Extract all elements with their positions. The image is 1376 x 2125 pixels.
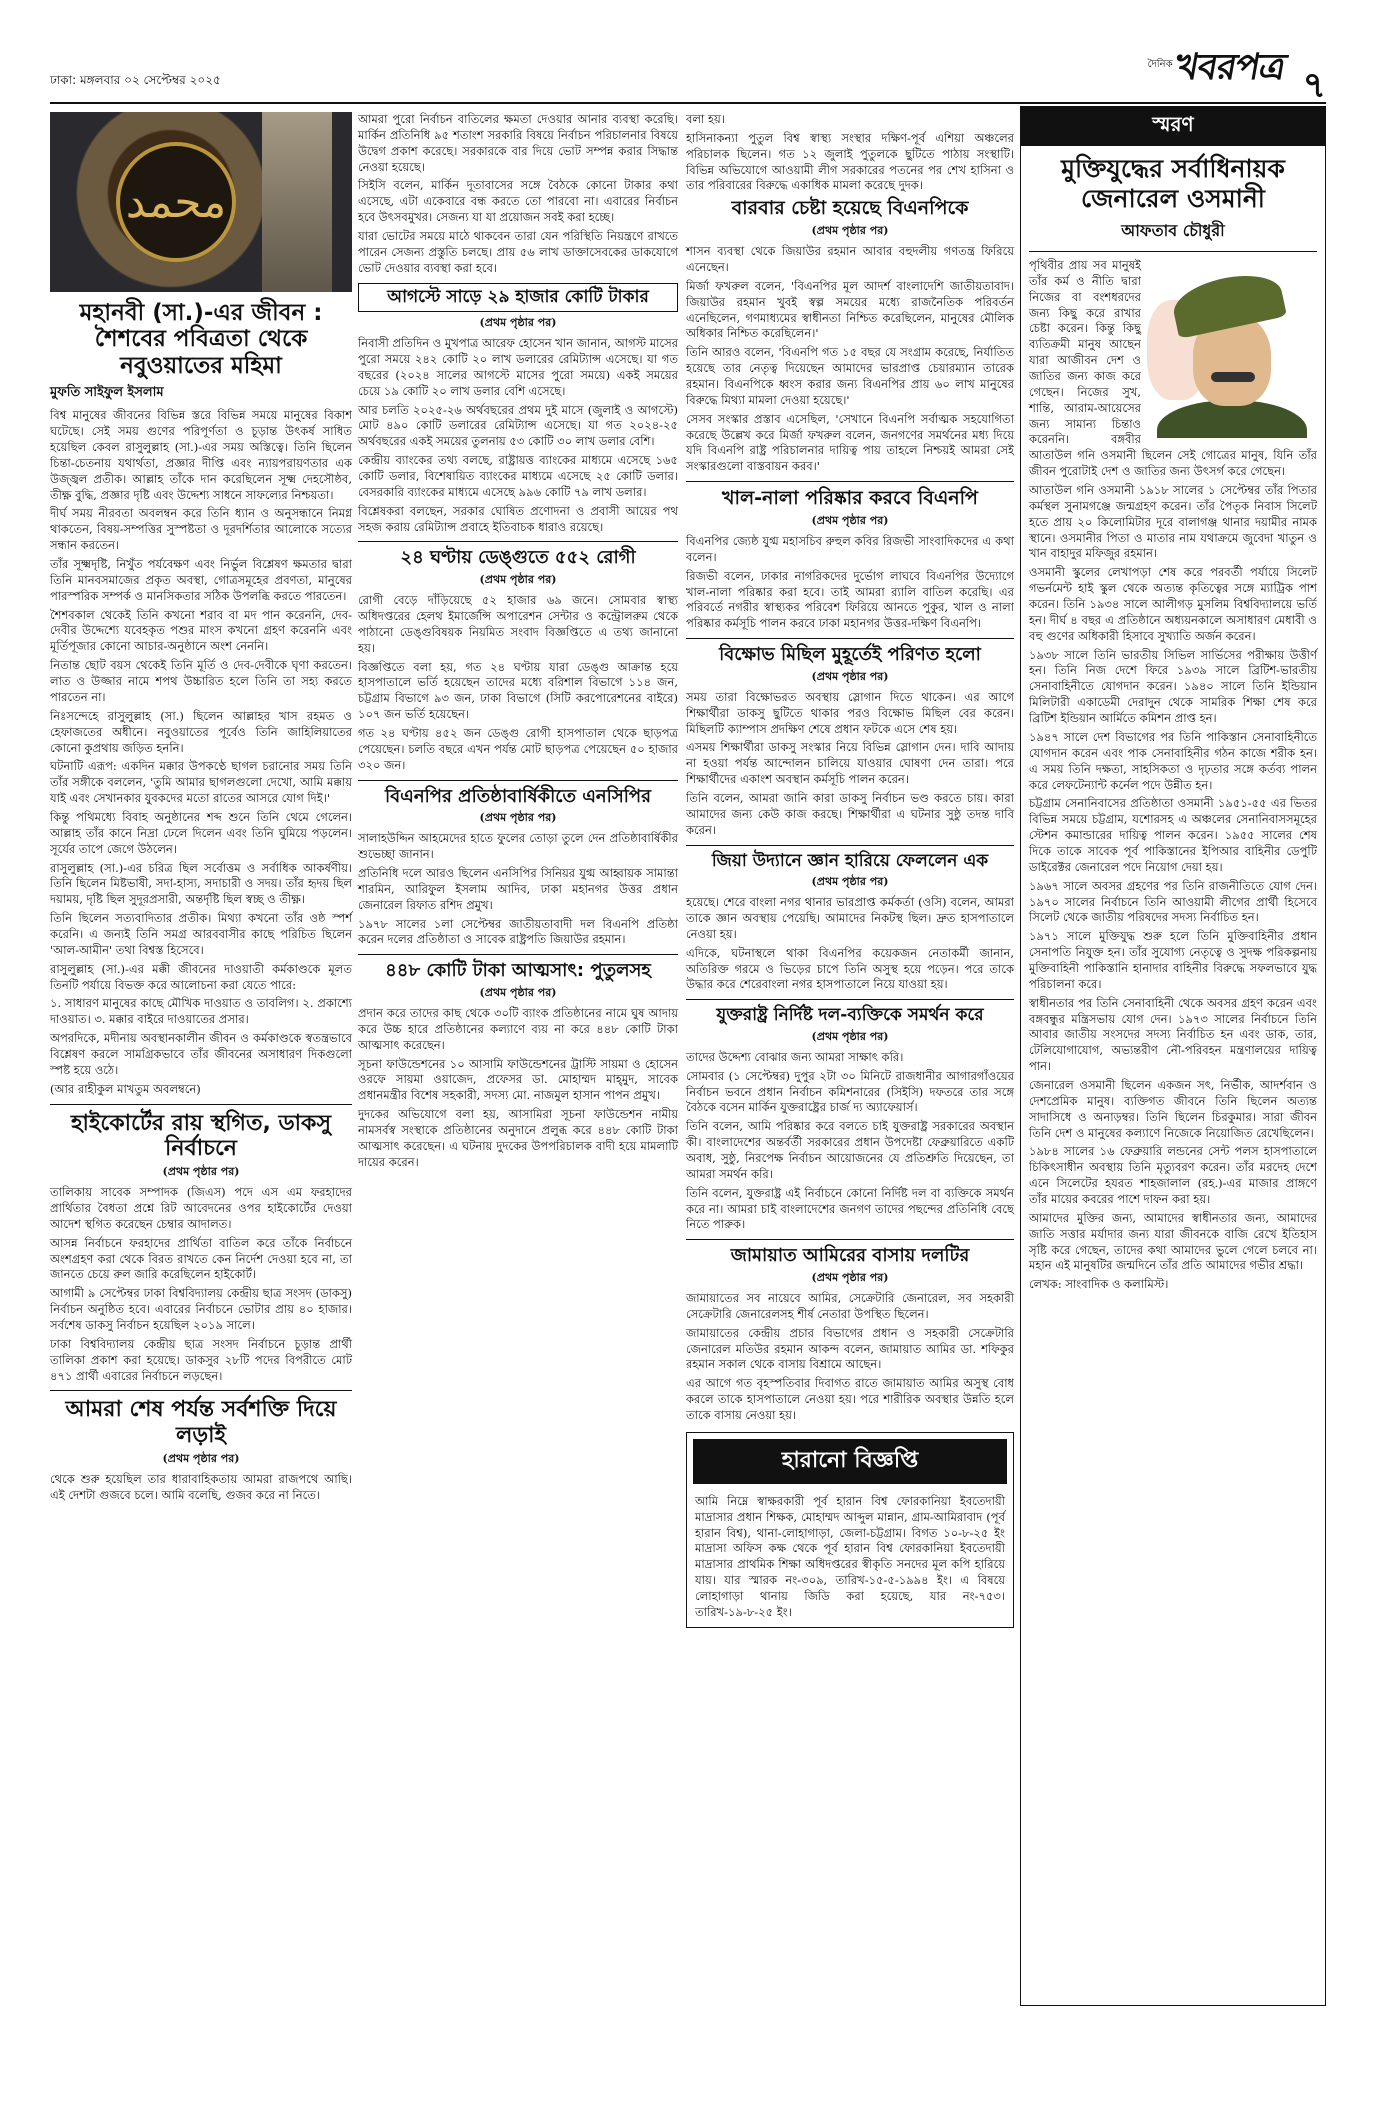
- paragraph: আমাদের মুক্তির জন্য, আমাদের স্বাধীনতার জন্য, আমাদের জাতি সত্তার মর্যাদার জন্য যারা জীবনকে বাজি রেখে ইতিহাস সৃষ্টি করে গেছেন, তাদের কথা আমাদের ভুলে গেলে চলবে না। মহান এই মানুষটির জন্মদিনে তাঁর প্রতি আমাদের গভীর শ্রদ্ধা।: [1029, 1210, 1317, 1273]
- article-title-protest: বিক্ষোভ মিছিল মুহূর্তেই পরিণত হলো: [719, 644, 981, 666]
- continued-label: (প্রথম পৃষ্ঠার পর): [479, 985, 557, 999]
- paragraph: এদিকে, ঘটনাস্থলে থাকা বিএনপির কয়েকজন নেতাকর্মী জানান, অতিরিক্ত গরমে ও ভিড়ের চাপে তিনি অসুস্থ হয়ে পড়েন। পরে তাকে উদ্ধার করে শেরেবাংলা নগর হাসপাতালে নিয়ে যাওয়া হয়।: [686, 945, 1014, 992]
- article-title-hc: হাইকোর্টের রায় স্থগিত, ডাকসু নির্বাচনে: [71, 1110, 331, 1161]
- paragraph: রাসুলুল্লাহ (সা.)-এর চরিত্র ছিল সর্বোত্তম ও সর্বাধিক আকর্ষণীয়। তিনি ছিলেন মিষ্টভাষী, সদা-হাস্য, সদাচারী ও সদয়। তাঁর হৃদয় ছিল দয়াময়, দৃষ্টি ছিল সুদূরপ্রসারী, অন্তর্দৃষ্টি ছিল স্বচ্ছ ও তীক্ষ্ণ।: [50, 860, 352, 907]
- article-body-usa: [686, 1050, 1014, 1233]
- article-body-remittance: [358, 336, 678, 535]
- paragraph: শাসন ব্যবস্থা থেকে জিয়াউর রহমান আবার বহুদলীয় গণতন্ত্র ফিরিয়ে এনেছেন।: [686, 244, 1014, 274]
- paragraph: তাঁর সূক্ষ্মদৃষ্টি, নিখুঁত পর্যবেক্ষণ এবং নির্ভুল বিশ্লেষণ ক্ষমতার দ্বারা তিনি মানবসমাজের প্রকৃত অবস্থা, গোত্রসমূহের প্রবণতা, মানুষের পারস্পরিক সম্পর্ক ও মানসিকতার সঠিক উপলব্ধি করতে পারতেন।: [50, 557, 352, 603]
- paragraph: সালাহউদ্দিন আহমেদের হাতে ফুলের তোড়া তুলে দেন প্রতিষ্ঠাবার্ষিকীর শুভেচ্ছা জানান।: [358, 831, 678, 862]
- article-body-dengue: [358, 593, 678, 773]
- paragraph: এসময় শিক্ষার্থীরা ডাকসু সংস্কার নিয়ে বিভিন্ন স্লোগান দেন। দাবি আদায় না হওয়া পর্যন্ত আন্দোলন চালিয়ে যাওয়ার ঘোষণা দেন তারা। পরে শিক্ষার্থীদের একাংশ অবস্থান কর্মসূচি পালন করেন।: [686, 740, 1014, 787]
- paragraph: রিজভী বলেন, ঢাকার নাগরিকদের দুর্ভোগ লাঘবে বিএনপির উদ্যোগে খাল-নালা পরিষ্কার করা হবে। তাই আমরা র‍্যালি বাতিল করেছি। এর পরিবর্তে নগরীর স্বাস্থ্যকর পরিবেশ ফিরিয়ে আনতে পুকুর, খাল ও নালা পরিষ্কার কর্মসূচি পালন করবে ঢাকা মহানগর উত্তর-দক্ষিণ বিএনপি।: [686, 568, 1014, 631]
- paragraph: যারা ভোটের সময়ে মাঠে থাকবেন তারা যেন পরিস্থিতি নিয়ন্ত্রণে রাখতে পারেন সেজন্য প্রস্তুতি চলছে। প্রায় ৫৬ লাখ ডাক্তাসেবকের ডাকযোগে ভোট দেওয়ার ব্যবস্থা করা হবে।: [358, 229, 678, 275]
- paragraph: বিশ্লেষকরা বলছেন, সরকার ঘোষিত প্রণোদনা ও প্রবাসী আয়ের পথ সহজ করায় রেমিট্যান্স প্রবাহে ইতিবাচক ধারাও রয়েছে।: [358, 503, 678, 534]
- article-title-ncp: বিএনপির প্রতিষ্ঠাবার্ষিকীতে এনসিপির: [385, 785, 651, 807]
- continued-label: (প্রথম পৃষ্ঠার পর): [479, 811, 557, 825]
- article-body-canal: [686, 534, 1014, 632]
- paragraph: সিইসি বলেন, মার্কিন দূতাবাসের সঙ্গে বৈঠকে কোনো টাকার কথা এসেছে, এটা একেবারে বন্ধ করতে তো পারবো না। এবারের নির্বাচন হবে উৎসবমুখর। সেজন্য যা যা প্রয়োজন সবই করা হচ্ছে।: [358, 178, 678, 225]
- lost-notice-body: আমি নিম্নে স্বাক্ষরকারী পূর্ব হারান বিশ্ব ফোরকানিয়া ইবতেদায়ী মাদ্রাসার প্রধান শিক্ষক, মোহাম্মদ আব্দুল মান্নান, গ্রাম-আমিরাবাদ (পূর্ব হারান বিশ্ব), থানা-লোহাগাড়া, জেলা-চট্টগ্রাম। বিগত ১০-৮-২৫ ইং মাদ্রাসা অফিস কক্ষ থেকে পূর্ব হারান বিশ্ব ফোরকানিয়া ইবতেদায়ী মাদ্রাসার প্রাথমিক শিক্ষা অধিদপ্তরের স্বীকৃতি সনদের মূল কপি হারিয়ে যায়। যার স্মারক নং-৩০৯, তারিখ-১৫-৫-১৯৯৪ ইং। এ বিষয়ে লোহাগাড়া থানায় জিডি করা হয়েছে, যার নং-৭৫৩। তারিখ-১৯-৮-২৫ ইং।: [695, 1493, 1005, 1619]
- paragraph: তিনি বলেন, যুক্তরাষ্ট্র এই নির্বাচনে কোনো নির্দিষ্ট দল বা ব্যক্তিকে সমর্থন করে না। আমরা চাই বাংলাদেশের জনগণ তাদের পছন্দের প্রতিনিধি বেছে নিতে পারুক।: [686, 1185, 1014, 1232]
- divider: [686, 481, 1014, 482]
- divider: [686, 845, 1014, 846]
- paragraph: নিবাসী প্রতিদিন ও মুখপাত্র আরেফ হোসেন খান জানান, আগস্ট মাসের পুরো সময়ে ২৪২ কোটি ২০ লাখ ডলারের রেমিট্যান্স এসেছে। যা গত বছরের (২০২৪ সালের আগস্টে মাসের পুরো সময়ে) একই সময়ের চেয়ে ১৯ কোটি ২০ লাখ ডলার বেশি এসেছে।: [358, 336, 679, 398]
- newspaper-logo: [1147, 47, 1289, 100]
- paragraph: (আর রাহীকুল মাখতুম অবলম্বনে): [50, 1081, 201, 1096]
- paragraph: সেসব সংস্কার প্রস্তাব এসেছিল, 'সেখানে বিএনপি সর্বাত্মক সহযোগিতা করেছে উল্লেখ করে মির্জা ফখরুল বলেন, জনগণের সমর্থনের মধ্য দিয়ে যদি বিএনপি রাষ্ট্র পরিচালনার দায়িত্ব পায় তাহলে নিশ্চয়ই আমরা সেই সংস্কারগুলো বাস্তবায়ন করব।': [686, 411, 1014, 474]
- paragraph: রোগী বেড়ে দাঁড়িয়েছে ৫২ হাজার ৬৯ জনে। সোমবার স্বাস্থ্য অধিদপ্তরের হেলথ ইমার্জেন্সি অপারেশন সেন্টার ও কন্ট্রোলরুম থেকে পাঠানো ডেঙ্গুবিষয়ক নিয়মিত সংবাদ বিজ্ঞপ্তিতে এ তথ্য জানানো হয়।: [358, 593, 678, 655]
- paragraph: তালিকায় সাবেক সম্পাদক (জিএস) পদে এস এম ফরহাদের প্রার্থিতার বৈধতা প্রশ্নে রিট আবেদনের ওপর হাইকোর্টের দেওয়া আদেশ স্থগিত করেছেন চেম্বার আদালত।: [50, 1185, 352, 1231]
- divider: [50, 1390, 352, 1391]
- article-title-embezzle: ৪৪৮ কোটি টাকা আত্মসাৎ: পুতুলসহ: [385, 960, 651, 982]
- continued-label: (প্রথম পৃষ্ঠার পর): [479, 573, 557, 587]
- continued-label: (প্রথম পৃষ্ঠার পর): [811, 514, 889, 528]
- issue-date: ঢাকা: মঙ্গলবার ০২ সেপ্টেম্বর ২০২৫: [50, 73, 221, 87]
- paragraph: সোমবার (১ সেপ্টেম্বর) দুপুর ২টা ৩০ মিনিটে রাজধানীর আগারগাঁওয়ের নির্বাচন ভবনে প্রধান নির্বাচন কমিশনারের (সিইসি) দফতরে তার সঙ্গে বৈঠকে বসেন মার্কিন যুক্তরাষ্ট্রের চার্জ দ্য অ্যাফেয়ার্স।: [686, 1068, 1014, 1115]
- paragraph: হাসিনাকন্যা পুতুল বিশ্ব স্বাস্থ্য সংস্থার দক্ষিণ-পূর্ব এশিয়া অঞ্চলের পরিচালক ছিলেন। গত ১২ জুলাই পুতুলকে ছুটিতে পাঠায় সংস্থাটি। বিভিন্ন অভিযোগে আওয়ামী লীগ সরকারের পতনের পর শেখ হাসিনা ও তার পরিবারের বিরুদ্ধে একাধিক মামলা করেছে দুদক।: [686, 130, 1014, 193]
- divider: [686, 1239, 1014, 1240]
- logo-prefix: দৈনিক: [1147, 59, 1173, 70]
- article-title-zia-udyan: জিয়া উদ্যানে জ্ঞান হারিয়ে ফেললেন এক: [711, 850, 989, 871]
- paragraph: আতাউল গনি ওসমানী ১৯১৮ সালের ১ সেপ্টেম্বর তাঁর পিতার কর্মস্থল সুনামগঞ্জে জন্মগ্রহণ করেন। তাঁর পৈতৃক নিবাস সিলেট হতে প্রায় ২০ কিলোমিটার দূরে বালাগঞ্জ থানার দয়ামীর নামক স্থানে। ওসমানীর পিতা ও মাতার নাম যথাক্রমে জুবেদা খাতুন ও খান বাহাদুর মফিজুর রহমান।: [1029, 483, 1317, 561]
- article-author: আফতাব চৌধুরী: [1121, 221, 1225, 240]
- article-title-remittance: আগস্টে সাড়ে ২৯ হাজার কোটি টাকার: [358, 283, 678, 313]
- paragraph: বিশ্ব মানুষের জীবনের বিভিন্ন স্তরে বিভিন্ন সময়ে মানুষের বিকাশ ঘটেছে। সেই সময় গুণের পরিপূর্ণতা ও চূড়ান্ত উৎকর্ষ সাধিত হয়েছিল কেবল রাসুলুল্লাহ (সা.)-এর সময় অস্তিত্বে। তিনি ছিলেন চিন্তা-চেতনায় যথার্থতা, প্রজ্ঞার দীপ্তি এবং ন্যায়পরায়ণতার এক উজ্জ্বল প্রতীক। আল্লাহ তাঁকে দান করেছিলেন সূক্ষ্ম দেহসৌষ্ঠব, তীক্ষ্ণ বুদ্ধি, প্রজ্ঞার দৃষ্টি এবং উদ্দেশ্য সাধনে সাফল্যের নিশ্চয়তা।: [50, 408, 352, 502]
- paragraph: ১৯৩৮ সালে তিনি ভারতীয় সিভিল সার্ভিসের পরীক্ষায় উত্তীর্ণ হন। তিনি নিজ দেশে ফিরে ১৯৩৯ সালে ব্রিটিশ-ভারতীয় সেনাবাহিনীতে যোগদান করেন। ১৯৪০ সালে তিনি ইন্ডিয়ান মিলিটারী একাডেমী দেরাদুন থেকে সামরিক শিক্ষা শেষ করে ব্রিটিশ ইন্ডিয়ান আর্মিতে কমিশন প্রাপ্ত হন।: [1029, 647, 1317, 726]
- column-3: [686, 112, 1014, 1628]
- article-title-canal: খাল-নালা পরিষ্কার করবে বিএনপি: [722, 487, 978, 510]
- paragraph: নিঃসন্দেহে রাসুলুল্লাহ (সা.) ছিলেন আল্লাহর খাস রহমত ও হেফাজতের অধীনে। নবুওয়াতের পূর্বেও তিনি জাহিলিয়াতের কোনো কুপ্রথায় জড়িত হননি।: [50, 708, 352, 755]
- logo-name: খবরপত্র: [1171, 47, 1289, 88]
- paragraph: নিতান্ত ছোট বয়স থেকেই তিনি মূর্তি ও দেব-দেবীকে ঘৃণা করতেন। লাত ও উজ্জার নামে শপথ উচ্চারিত হলে তিনি তা সহ্য করতে পারতেন না।: [50, 658, 352, 704]
- paragraph: গত ২৪ ঘণ্টায় ৪৫২ জন ডেঙ্গু রোগী হাসপাতাল থেকে ছাড়পত্র পেয়েছেন। চলতি বছরে এখন পর্যন্ত মোট ছাড়পত্র পেয়েছেন ৫০ হাজার ৩২০ জন।: [358, 726, 678, 772]
- divider: [686, 638, 1014, 639]
- portrait-beret: [1169, 267, 1287, 339]
- page-number: ৭: [1302, 65, 1326, 106]
- article-body-hc: [50, 1185, 352, 1384]
- mosque-calligraphy-photo: [50, 112, 352, 292]
- article-title-prophet: মহানবী (সা.)-এর জীবন : শৈশবের পবিত্রতা থেকে নবুওয়াতের মহিমা: [79, 300, 323, 379]
- paragraph: আসন্ন নির্বাচনে ফরহাদের প্রার্থিতা বাতিল করে তাঁকে নির্বাচনে অংশগ্রহণ করা থেকে বিরত রাখতে কেন নির্দেশ দেওয়া হবে না, তা জানতে চেয়ে রুল জারি করেছিলেন হাইকোর্ট।: [50, 1235, 352, 1282]
- paragraph: সময় তারা বিক্ষোভরত অবস্থায় স্লোগান দিতে থাকেন। এর আগে শিক্ষার্থীরা ডাকসু ছুটিতে থাকার পরও বিক্ষোভ মিছিল বের করেন। মিছিলটি ক্যাম্পাস প্রদক্ষিণ শেষে প্রধান ফটকে এসে শেষ হয়।: [686, 689, 1014, 736]
- paragraph: তিনি ছিলেন সত্যবাদিতার প্রতীক। মিথ্যা কখনো তাঁর ওষ্ঠ স্পর্শ করেনি। এ জন্যই তিনি সমগ্র আরববাসীর কাছে পরিচিত ছিলেন 'আল-আমীন' তথা বিশ্বস্ত হিসেবে।: [50, 911, 352, 957]
- column-4-remembrance: [1020, 106, 1326, 2006]
- continued-label: (প্রথম পৃষ্ঠার পর): [811, 1270, 889, 1284]
- paragraph: এর আগে গত বৃহস্পতিবার দিবাগত রাতে জামায়াত আমির অসুস্থ বোধ করলে তাকে হাসপাতালে নেওয়া হয়। পরে শারীরিক অবস্থার উন্নতি হলে তাকে বাসায় নেওয়া হয়।: [686, 1376, 1014, 1422]
- portrait-moustache: [1211, 372, 1255, 382]
- paragraph: ১৯৭১ সালে মুক্তিযুদ্ধ শুরু হলে তিনি মুক্তিবাহিনীর প্রধান সেনাপতি নিযুক্ত হন। তাঁর সুযোগ্য নেতৃত্বে ও সুদক্ষ পরিকল্পনায় মুক্তিবাহিনী পাকিস্তানি হানাদার বাহিনীর বিরুদ্ধে সফলভাবে যুদ্ধ পরিচালনা করে।: [1029, 929, 1317, 991]
- continued-label: (প্রথম পৃষ্ঠার পর): [811, 669, 889, 683]
- paragraph: ১৯৭৮ সালের ১লা সেপ্টেম্বর জাতীয়তাবাদী দল বিএনপি প্রতিষ্ঠা করেন দলের প্রতিষ্ঠাতা ও সাবেক রাষ্ট্রপতি জিয়াউর রহমান।: [358, 916, 678, 947]
- article-body-protest: [686, 690, 1014, 839]
- article-body-ncp: [358, 831, 678, 948]
- paragraph: ঢাকা বিশ্ববিদ্যালয় কেন্দ্রীয় ছাত্র সংসদ নির্বাচনে চূড়ান্ত প্রার্থী তালিকা প্রকাশ করা হয়েছে। ডাকসুর ২৮টি পদের বিপরীতে মোট ৪৭১ প্রার্থী এবারের নির্বাচনে লড়ছেন।: [50, 1336, 352, 1383]
- paragraph: রাসুলুল্লাহ (সা.)-এর মক্কী জীবনের দাওয়াতী কর্মকাণ্ডকে মূলত তিনটি পর্যায়ে বিভক্ত করে আলোচনা করা যেতে পারে:: [50, 961, 352, 992]
- paragraph: বিএনপির জ্যেষ্ঠ যুগ্ম মহাসচিব রুহুল কবির রিজভী সাংবাদিকদের এ কথা বলেন।: [686, 534, 1014, 564]
- paragraph: অপরদিকে, মদীনায় অবস্থানকালীন জীবন ও কর্মকাণ্ডকে স্বতন্ত্রভাবে বিশ্লেষণ করলে সামগ্রিকভাবে তাঁর জীবনের অসাধারণ দিকগুলো স্পষ্ট হয়ে ওঠে।: [50, 1031, 352, 1077]
- paragraph: ১. সাধারণ মানুষের কাছে মৌখিক দাওয়াত ও তাবলিগ। ২. প্রকাশ্যে দাওয়াত। ৩. মক্কার বাইরে দাওয়াতের প্রসার।: [50, 996, 352, 1027]
- paragraph: মির্জা ফখরুল বলেন, 'বিএনপির মূল আদর্শ বাংলাদেশি জাতীয়তাবাদ। জিয়াউর রহমান খুবই স্বল্প সময়ের মধ্যে রাজনৈতিক পরিবর্তন এনেছিলেন, গণমাধ্যমের স্বাধীনতা নিশ্চিত করেছিলেন, মানুষের মৌলিক অধিকার নিশ্চিত করেছিলেন।': [686, 278, 1014, 341]
- paragraph: জামায়াতের কেন্দ্রীয় প্রচার বিভাগের প্রধান ও সহকারী সেক্রেটারি জেনারেল মতিউর রহমান আকন্দ বলেন, জামায়াত আমির ডা. শফিকুর রহমান সকাল থেকে বাসায় বিশ্রামে আছেন।: [686, 1325, 1014, 1372]
- divider: [1029, 251, 1317, 252]
- article-title-bnp: বারবার চেষ্টা হয়েছে বিএনপিকে: [731, 197, 969, 220]
- paragraph: ঘটনাটি এরূপ: একদিন মক্কার উপকণ্ঠে ছাগল চরানোর সময় তিনি তাঁর সঙ্গীকে বললেন, 'তুমি আমার ছাগলগুলো দেখো, আমি মক্কায় যাই এবং সেখানকার যুবকদের মতো রাতের আসরে যোগ দিই।': [50, 759, 352, 806]
- lost-notice: [686, 1432, 1014, 1628]
- column-1: [50, 112, 352, 1507]
- continued-label: (প্রথম পৃষ্ঠার পর): [162, 1165, 240, 1179]
- article-body-ec: [358, 112, 678, 277]
- lamp-shape: [262, 112, 332, 292]
- divider: [358, 780, 678, 781]
- paragraph: সূচনা ফাউন্ডেশনের ১০ আসামি ফাউন্ডেশনের ট্রাস্টি সায়মা ও হোসেন ওরফে সায়মা ওয়াজেদ, প্রফেসর ডা. মোহাম্মদ মাহ্‌মুদ, সাবেক প্রধানমন্ত্রীর বিশেষ সহকারী, সদস্য মো. নাজমুল হাসান পাপন প্রমুখ।: [358, 1056, 678, 1103]
- article-body-bnp: [686, 244, 1014, 475]
- paragraph: থেকে শুরু হয়েছিল তার ধারাবাহিকতায় আমরা রাজপথে আছি। এই দেশটা গুজবে চলে। আমি বলেছি, গুজব করে না নিতে।: [50, 1472, 352, 1502]
- paragraph: দুদকের অভিযোগে বলা হয়, আসামিরা সূচনা ফাউন্ডেশন নামীয় নামসর্বস্ব সংস্থাকে প্রতিষ্ঠানের অনুদানে প্রলুব্ধ করে ৪৪৮ কোটি টাকা আত্মসাৎ করেছেন। এ ঘটনায় দুদকের উপপরিচালক বাদী হয়ে মামলাটি দায়ের করেন।: [358, 1107, 678, 1169]
- article-title-fight: আমরা শেষ পর্যন্ত সর্বশক্তি দিয়ে লড়াই: [65, 1397, 337, 1448]
- paragraph: জেনারেল ওসমানী ছিলেন একজন সৎ, নির্ভীক, আদর্শবান ও দেশপ্রেমিক মানুষ। ব্যক্তিগত জীবনে তিনি ছিলেন অত্যন্ত সাদাসিধে ও অনাড়ম্বর। তিনি ছিলেন চিরকুমার। সারা জীবন তিনি দেশ ও মানুষের কল্যাণে নিজেকে নিয়োজিত রেখেছিলেন।: [1029, 1077, 1317, 1140]
- lost-notice-title: হারানো বিজ্ঞপ্তি: [693, 1439, 1007, 1484]
- paragraph: প্রদান করে তাদের কাছ থেকে ৩০টি ব্যাংক প্রতিষ্ঠানের নামে ঘুষ আদায় করে উচ্চ হারে প্রতিষ্ঠানের কল্যাণে ব্যয় না করে ৪৪৮ কোটি টাকা আত্মসাৎ করেছেন।: [358, 1005, 678, 1052]
- paragraph: শৈশবকাল থেকেই তিনি কখনো শরাব বা মদ পান করেননি, দেব-দেবীর উদ্দেশ্যে যবেহকৃত পশুর মাংস কখনো গ্রহণ করেননি এবং মূর্তিপূজার কোনো আচার-অনুষ্ঠানে অংশ নেননি।: [50, 607, 352, 654]
- paragraph: চট্টগ্রাম সেনানিবাসের প্রতিষ্ঠাতা ওসমানী ১৯৫১-৫৫ এর ভিতর বিভিন্ন সময়ে চট্টগ্রাম, যশোরসহ এ অঞ্চলের সেনানিবাসসমূহের স্টেশন কমান্ডারের দায়িত্ব পালন করেন। ১৯৫৫ সালের শেষ দিকে তাকে সাবেক পূর্ব পাকিস্তানের ইপিআর বাহিনীর ডেপুটি ডাইরেক্টর জেনারেল পদে নিয়োগ দেয়া হয়।: [1029, 796, 1317, 874]
- paragraph: ১৯৪৭ সালে দেশ বিভাগের পর তিনি পাকিস্তান সেনাবাহিনীতে যোগদান করেন এবং পাক সেনাবাহিনীর গঠন কাজে শরীক হন। এ সময় তিনি দক্ষতা, সাহসিকতা ও দৃঢ়তার সঙ্গে কর্তব্য পালন করে লেফটেন্যান্ট কর্নেল পদে উন্নীত হন।: [1029, 729, 1317, 792]
- paragraph: আর চলতি ২০২৫-২৬ অর্থবছরের প্রথম দুই মাসে (জুলাই ও আগস্টে) মোট ৪৯০ কোটি ডলারের রেমিট্যান্স এসেছে। যা গত ২০২৪-২৫ অর্থবছরের একই সময়ের তুলনায় ৫৩ কোটি ৩০ লাখ ডলার বেশি।: [358, 402, 678, 449]
- masthead: [50, 47, 1326, 106]
- paragraph: ১৯৬৭ সালে অবসর গ্রহণের পর তিনি রাজনীতিতে যোগ দেন। ১৯৭০ সালের নির্বাচনে তিনি আওয়ামী লীগের প্রার্থী হিসেবে সিলেট থেকে জাতীয় পরিষদের সদস্য নির্বাচিত হন।: [1029, 878, 1317, 925]
- continued-label: (প্রথম পৃষ্ঠার পর): [162, 1452, 240, 1466]
- divider: [50, 1104, 352, 1105]
- continued-label: (প্রথম পৃষ্ঠার পর): [811, 224, 889, 238]
- calligraphy-medallion: محمد: [116, 142, 236, 262]
- paragraph: কেন্দ্রীয় ব্যাংকের তথ্য বলছে, রাষ্ট্রায়ত্ত ব্যাংকের মাধ্যমে এসেছে ১৬৫ কোটি ডলার, বিশেষায়িত ব্যাংকের মাধ্যমে এসেছে ২৫ কোটি ডলার। বেসরকারি ব্যাংকের মাধ্যমে এসেছে ৯৯৬ কোটি ৭৯ লাখ ডলার।: [358, 453, 678, 499]
- article-body-putul: [686, 112, 1014, 194]
- paragraph: স্বাধীনতার পর তিনি সেনাবাহিনী থেকে অবসর গ্রহণ করেন এবং বঙ্গবন্ধুর মন্ত্রিসভায় যোগ দেন। ১৯৭৩ সালের নির্বাচনে তিনি আবার জাতীয় সংসদের সদস্য নির্বাচিত হন এবং ডাক, তার, টেলিযোগাযোগ, অভ্যন্তরীণ নৌ-পরিবহন মন্ত্রণালয়ের দায়িত্ব পান।: [1029, 995, 1317, 1074]
- continued-label: (প্রথম পৃষ্ঠার পর): [811, 875, 889, 889]
- paragraph: কিন্তু পথিমধ্যে বিবাহ অনুষ্ঠানের শব্দ শুনে তিনি থেমে গেলেন। আল্লাহ তাঁর কানে নিদ্রা ঢেলে দিলেন এবং তিনি ঘুমিয়ে পড়লেন। সূর্যের তাপে জেগে উঠলেন।: [50, 809, 352, 856]
- paragraph: আগামী ৯ সেপ্টেম্বর ঢাকা বিশ্ববিদ্যালয় কেন্দ্রীয় ছাত্র সংসদ (ডাকসু) নির্বাচন অনুষ্ঠিত হবে। এবারের নির্বাচনে ভোটার প্রায় ৪০ হাজার। সর্বশেষ ডাকসু নির্বাচন হয়েছিল ২০১৯ সালে।: [50, 1286, 352, 1333]
- article-byline: মুফতি সাইফুল ইসলাম: [50, 385, 164, 401]
- paragraph: তিনি আরও বলেন, 'বিএনপি গত ১৫ বছর যে সংগ্রাম করেছে, নির্যাতিত হয়েছে তার নেতৃত্ব দিয়েছেন আমাদের ভারপ্রাপ্ত চেয়ারম্যান তারেক রহমান। বিএনপিকে ধ্বংস করার জন্য বিএনপির প্রায় ৬০ লাখ মানুষের বিরুদ্ধে মিথ্যা মামলা দেওয়া হয়েছে।': [686, 345, 1014, 407]
- article-body-jamaat: [686, 1291, 1014, 1424]
- divider: [686, 999, 1014, 1000]
- paragraph: তিনি বলেন, আমরা জানি কারা ডাকসু নির্বাচন ভণ্ড করতে চায়। কারা আমাদের জন্য কেউ কাজ করছে। শিক্ষার্থীরা এ ঘটনার সুষ্ঠু তদন্ত দাবি করেন।: [686, 791, 1014, 837]
- continued-label: (প্রথম পৃষ্ঠার পর): [811, 1029, 889, 1043]
- article-body-zia-udyan: [686, 895, 1014, 993]
- article-title-dengue: ২৪ ঘণ্টায় ডেঙ্গুতে ৫৫২ রোগী: [400, 547, 636, 569]
- divider: [358, 954, 678, 955]
- paragraph: তাদের উদ্দেশ্য বোঝার জন্য আমরা সাক্ষাৎ করি।: [686, 1049, 904, 1064]
- article-body-fight: [50, 1472, 352, 1504]
- section-label: স্মরণ: [1021, 107, 1325, 146]
- article-body-osmani: [1029, 258, 1317, 1293]
- article-body-prophet: [50, 408, 352, 1097]
- article-body-embezzle: [358, 1006, 678, 1171]
- divider: [358, 541, 678, 542]
- paragraph: প্রতিনিধি দলে আরও ছিলেন এনসিপির সিনিয়র যুগ্ম আহ্বায়ক সামান্তা শারমিন, আরিফুল ইসলাম আদিব, ঢাকা মহানগর উত্তর প্রধান জেনারেল রিফাত রশিদ প্রমুখ।: [358, 866, 678, 912]
- column-2: [358, 112, 678, 1174]
- paragraph: দীর্ঘ সময় নীরবতা অবলম্বন করে তিনি ধ্যান ও অনুসন্ধানে নিমগ্ন থাকতেন, বিষয়-সম্পত্তির সুস্পষ্টতা ও দূরদর্শিতার আলোকে সত্যের সন্ধান করতেন।: [50, 506, 352, 553]
- paragraph: বলা হয়।: [686, 112, 725, 126]
- article-title-osmani: মুক্তিযুদ্ধের সর্বাধিনায়ক জেনারেল ওসমানী: [1061, 154, 1285, 213]
- paragraph: তিনি বলেন, আমি পরিষ্কার করে বলতে চাই যুক্তরাষ্ট্র সরকারের অবস্থান কী। বাংলাদেশের অন্তর্বর্তী সরকারের প্রধান উপদেষ্টা ফেব্রুয়ারিতে একটি অবাধ, সুষ্ঠু, নিরপেক্ষ নির্বাচন আয়োজনের যে প্রতিশ্রুতি দিয়েছেন, তা আমরা সমর্থন করি।: [686, 1119, 1014, 1181]
- paragraph: জামায়াতের সব নায়েবে আমির, সেক্রেটারি জেনারেল, সব সহকারী সেক্রেটারি জেনারেলসহ শীর্ষ নেতারা উপস্থিত ছিলেন।: [686, 1290, 1014, 1321]
- paragraph: পৃথিবীর প্রায় সব মানুষই তাঁর কর্ম ও নীতি দ্বারা নিজের বা বংশধরদের জন্য কিছু করে রাখার চেষ্টা করেন। কিন্তু কিছু ব্যতিক্রমী মানুষ আছেন যারা আজীবন দেশ ও জাতির জন্য কাজ করে গেছেন। নিজের সুখ, শান্তি, আরাম-আয়েসের জন্য সামান্য চিন্তাও করেননি। বঙ্গবীর আতাউল গনি ওসমানী ছিলেন সেই গোত্রের মানুষ, যিনি তাঁর জীবন পুরোটাই দেশ ও জাতির জন্য উৎসর্গ করে গেছেন।: [1029, 258, 1317, 479]
- article-title-jamaat: জামায়াত আমিরের বাসায় দলটির: [730, 1245, 970, 1267]
- paragraph: হয়েছে। শেরে বাংলা নগর থানার ভারপ্রাপ্ত কর্মকর্তা (ওসি) বলেন, আমরা তাকে জ্ঞান অবস্থায় পেয়েছি। আমাদের নিকটস্থ ছিল। দ্রুত হাসপাতালে নেওয়া হয়।: [686, 895, 1014, 941]
- paragraph: বিজ্ঞপ্তিতে বলা হয়, গত ২৪ ঘণ্টায় যারা ডেঙ্গু আক্রান্ত হয়ে হাসপাতালে ভর্তি হয়েছেন তাদের মধ্যে বরিশাল বিভাগে ১১৪ জন, চট্টগ্রাম বিভাগে ৯৩ জন, ঢাকা বিভাগে (সিটি করপোরেশনের বাইরে) ১০৭ জন ভর্তি হয়েছেন।: [358, 659, 678, 722]
- paragraph: লেখক: সাংবাদিক ও কলামিস্ট।: [1029, 1277, 1169, 1292]
- paragraph: ওসমানী স্কুলের লেখাপড়া শেষ করে পরবর্তী পর্যায়ে সিলেট গভর্নমেন্ট হাই স্কুল থেকে অত্যন্ত কৃতিত্বের সঙ্গে ম্যাট্রিক পাশ করেন। তিনি ১৯৩৪ সালে আলীগড় মুসলিম বিশ্ববিদ্যালয়ে ভর্তি হন। দীর্ঘ ৪ বছর এ প্রতিষ্ঠানে অধ্যয়নকালে অসাধারণ মেধাবী ও বহু গুণের অধিকারী হিসাবে সুখ্যাতি অর্জন করেন।: [1029, 565, 1317, 643]
- osmani-portrait: [1147, 260, 1317, 438]
- article-title-usa: যুক্তরাষ্ট্র নির্দিষ্ট দল-ব্যক্তিকে সমর্থন করে: [716, 1005, 984, 1026]
- paragraph: আমরা পুরো নির্বাচন বাতিলের ক্ষমতা দেওয়ার আনার ব্যবস্থা করেছি। মার্কিন প্রতিনিধি ৯৫ শতাংশ সরকারি বিষয়ে নির্বাচন পরিচালনার বিষয়ে উদ্বেগ প্রকাশ করেছে। সরকারকে বার দিয়ে ভোট সম্পন্ন করার সিদ্ধান্ত নেওয়া হয়েছে।: [358, 112, 678, 174]
- paragraph: ১৯৮৪ সালের ১৬ ফেব্রুয়ারি লন্ডনের সেন্ট পলস হাসপাতালে চিকিৎসাধীন অবস্থায় তিনি মৃত্যুবরণ করেন। তাঁর মরদেহ দেশে এনে সিলেটের হযরত শাহজালাল (রহ.)-এর মাজার প্রাঙ্গণে তাঁর মায়ের কবরের পাশে দাফন করা হয়।: [1029, 1144, 1317, 1206]
- continued-label: (প্রথম পৃষ্ঠার পর): [479, 316, 557, 330]
